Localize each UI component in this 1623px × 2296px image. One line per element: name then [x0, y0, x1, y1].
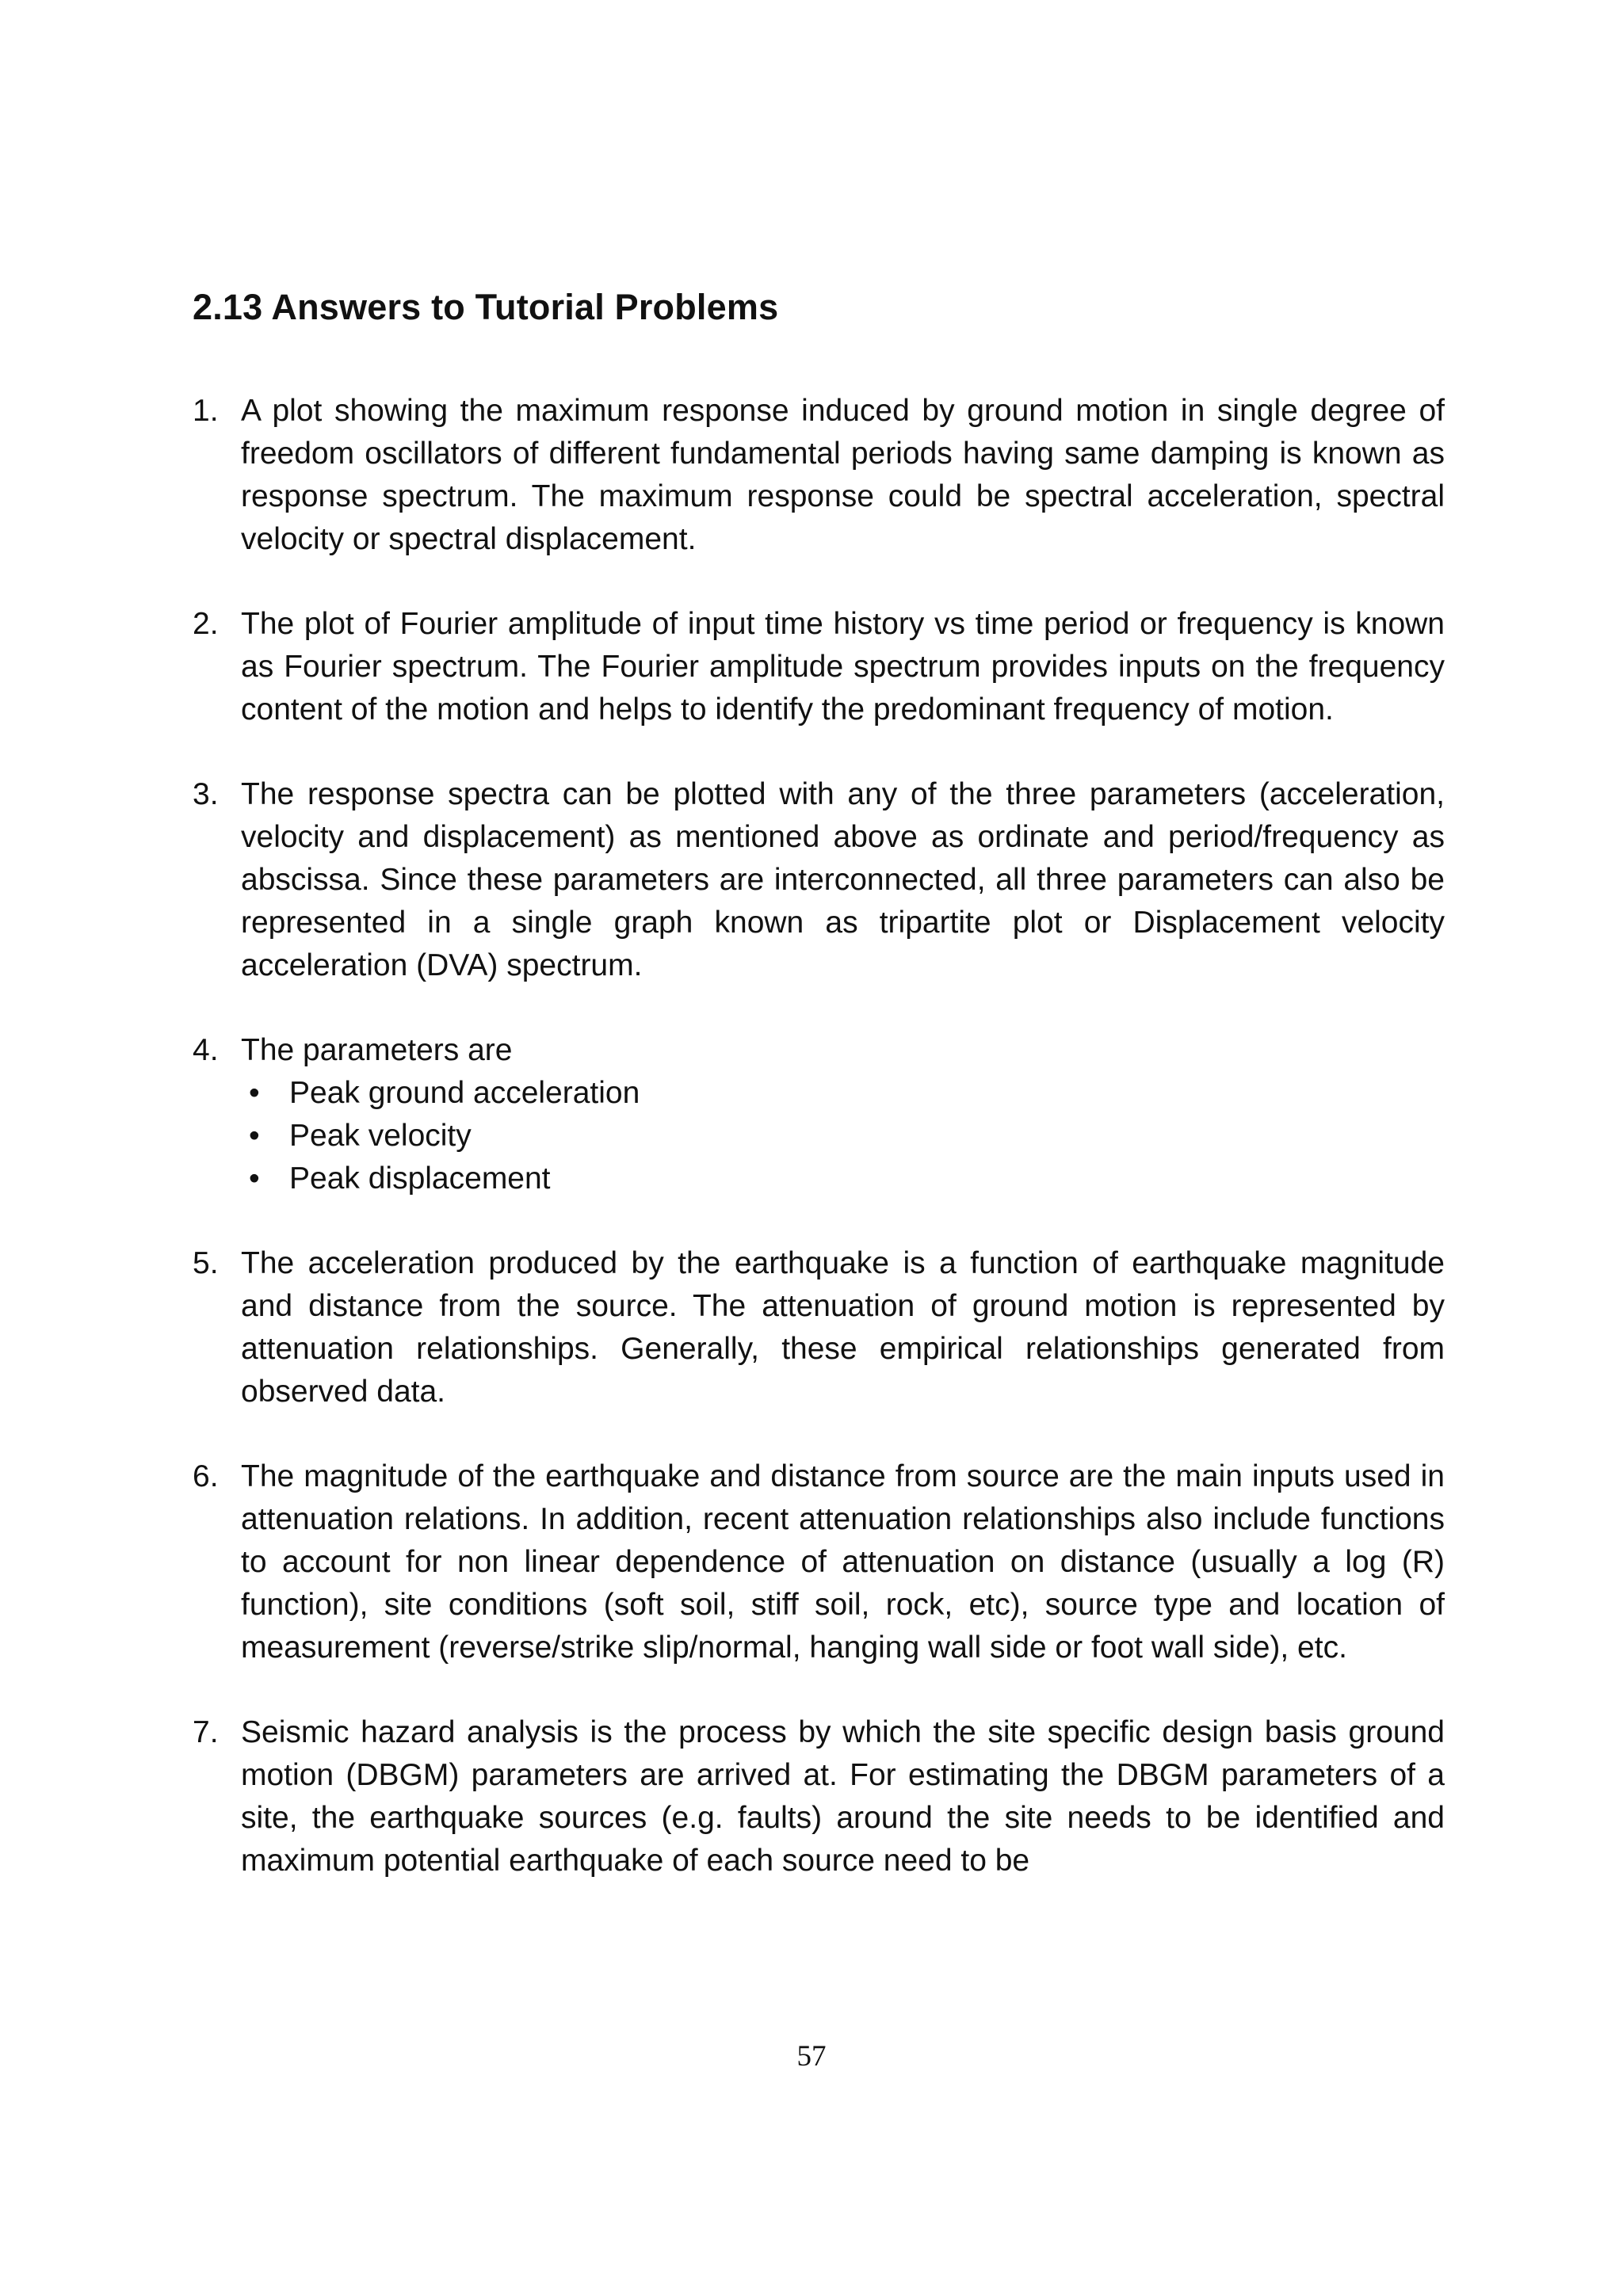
bullet-item [241, 1158, 1445, 1200]
answer-item-5 [193, 1242, 1445, 1413]
bullet-text: Peak ground acceleration [289, 1076, 640, 1110]
answer-number: 4. [193, 1033, 219, 1067]
answer-number: 1. [193, 394, 219, 428]
answer-item-3 [193, 773, 1445, 987]
bullet-icon: • [249, 1119, 260, 1153]
answer-item-2 [193, 603, 1445, 731]
answer-number: 7. [193, 1715, 219, 1749]
answer-text: The parameters are [241, 1033, 513, 1067]
answer-text: A plot showing the maximum response induced by ground motion in single degree of freedom oscillators of different fundamental periods having same damping is known as response spectrum. The maximum response could be spectral acceleration, spectral velocity or spectral displacement. [241, 394, 1445, 556]
answer-text: The plot of Fourier amplitude of input time history vs time period or frequency is known as Fourier spectrum. The Fourier amplitude spectrum provides inputs on the frequency content of the motion and helps to identify the predominant frequency of motion. [241, 607, 1445, 727]
section-heading: 2.13 Answers to Tutorial Problems [193, 287, 779, 327]
answer-item-6 [193, 1455, 1445, 1669]
answer-text: The acceleration produced by the earthquake is a function of earthquake magnitude and distance from the source. The attenuation of ground motion is represented by attenuation relationships. Generally, these empirical relationships generated from observed data. [241, 1246, 1445, 1409]
answer-number: 5. [193, 1246, 219, 1280]
answer-text: Seismic hazard analysis is the process by which the site specific design basis ground motion (DBGM) parameters are arrived at. For estimating the DBGM parameters of a site, the earthquake sources (e.g. faults) around the site needs to be identified and maximum potential earthquake of each source need to be [241, 1715, 1445, 1878]
answers-list [193, 390, 1445, 1924]
answer-number: 6. [193, 1459, 219, 1493]
bullet-icon: • [249, 1161, 260, 1196]
bullet-item [241, 1115, 1445, 1158]
answer-number: 2. [193, 607, 219, 641]
bullet-text: Peak velocity [289, 1119, 472, 1153]
answer-text: The magnitude of the earthquake and distance from source are the main inputs used in attenuation relations. In addition, recent attenuation relationships also include functions to account for non linear dependence of attenuation on distance (usually a log (R) function), site conditions (soft soil, stiff soil, rock, etc), source type and location of measurement (reverse/strike slip/normal, hanging wall side or foot wall side), etc. [241, 1459, 1445, 1665]
answer-item-7 [193, 1711, 1445, 1882]
answer-item-4 [193, 1029, 1445, 1200]
answer-item-1 [193, 390, 1445, 561]
bullet-icon: • [249, 1076, 260, 1110]
page-number: 57 [796, 2040, 827, 2073]
answer-number: 3. [193, 777, 219, 811]
bullet-item [241, 1072, 1445, 1115]
bullet-text: Peak displacement [289, 1161, 551, 1196]
parameters-bullet-list [241, 1072, 1445, 1200]
answer-text: The response spectra can be plotted with any of the three parameters (acceleration, velocity and displacement) as mentioned above as ordinate and period/frequency as abscissa. Since these parameters are interconnected, all three parameters can also be represented in a single graph known as tripartite plot or Displacement velocity acceleration (DVA) spectrum. [241, 777, 1445, 982]
